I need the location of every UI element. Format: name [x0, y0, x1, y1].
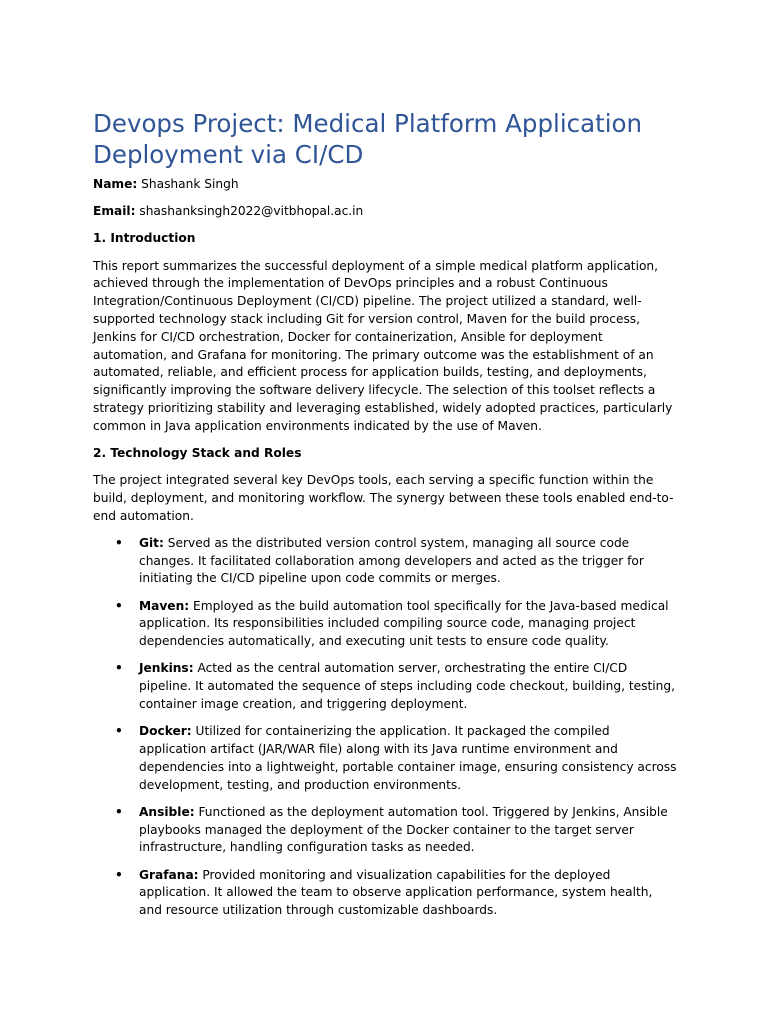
tool-term: Jenkins: [139, 661, 194, 676]
list-item-jenkins [93, 660, 678, 713]
tool-description: Acted as the central automation server, orchestrating the entire CI/CD pipeline. It automated the sequence of steps including code checkout, building, testing, container image creation, and triggering deployment. [139, 661, 675, 712]
author-email-line [93, 203, 678, 221]
author-name-line [93, 176, 678, 194]
tool-description: Served as the distributed version control system, managing all source code changes. It facilitated collaboration among developers and acted as the trigger for initiating the CI/CD pipeline upon code commits or merges. [139, 535, 644, 586]
technology-stack-paragraph: The project integrated several key DevOps tools, each serving a specific function within the build, deployment, and monitoring workflow. The synergy between these tools enabled end-to-end automation. [93, 473, 674, 523]
list-item-ansible [93, 804, 678, 857]
tool-description: Functioned as the deployment automation tool. Triggered by Jenkins, Ansible playbooks managed the deployment of the Docker container to the target server infrastructure, handling configuration tasks as needed. [139, 804, 668, 855]
tool-term: Ansible: [139, 804, 195, 819]
introduction-paragraph: This report summarizes the successful deployment of a simple medical platform application, achieved through the implementation of DevOps principles and a robust Continuous Integration/Continuous Deployment (CI/CD) pipeline. The project utilized a standard, well-supported technology stack including Git for version control, Maven for the build process, Jenkins for CI/CD orchestration, Docker for containerization, Ansible for deployment automation, and Grafana for monitoring. The primary outcome was the establishment of an automated, reliable, and efficient process for application builds, testing, and deployments, significantly improving the software delivery lifecycle. The selection of this toolset reflects a strategy prioritizing stability and leveraging established, widely adopted practices, particularly common in Java application environments indicated by the use of Maven. [93, 258, 673, 433]
list-item-grafana [93, 867, 678, 920]
tool-term: Git: [139, 535, 164, 550]
bullet-icon: • [115, 598, 123, 613]
list-item-maven [93, 598, 678, 651]
email-label: Email: [93, 204, 136, 219]
document-page [93, 108, 678, 929]
bullet-icon: • [115, 804, 123, 819]
bullet-icon: • [115, 535, 123, 550]
tools-list [93, 535, 678, 920]
tool-term: Docker: [139, 724, 192, 739]
tool-description: Employed as the build automation tool specifically for the Java-based medical application. Its responsibilities included compiling source code, managing project dependencies automatically, and executing unit tests to ensure code quality. [139, 598, 669, 649]
bullet-icon: • [115, 724, 123, 739]
list-item-git [93, 535, 678, 588]
bullet-icon: • [115, 867, 123, 882]
tool-description: Utilized for containerizing the application. It packaged the compiled application artifact (JAR/WAR file) along with its Java runtime environment and dependencies into a lightweight, portable container image, ensuring consistency across development, testing, and production environments. [139, 724, 677, 792]
tool-term: Maven: [139, 598, 190, 613]
tool-term: Grafana: [139, 867, 199, 882]
name-label: Name: [93, 177, 138, 191]
name-value: Shashank Singh [141, 177, 239, 191]
document-title: Devops Project: Medical Platform Application Deployment via CI/CD [93, 109, 643, 169]
tool-description: Provided monitoring and visualization capabilities for the deployed application. It allowed the team to observe application performance, system health, and resource utilization through customizable dashboards. [139, 867, 653, 918]
section-heading-introduction: 1. Introduction [93, 231, 196, 246]
list-item-docker [93, 723, 678, 794]
email-value: shashanksingh2022@vitbhopal.ac.in [139, 204, 364, 219]
section-heading-technology-stack: 2. Technology Stack and Roles [93, 445, 302, 460]
bullet-icon: • [115, 661, 123, 676]
